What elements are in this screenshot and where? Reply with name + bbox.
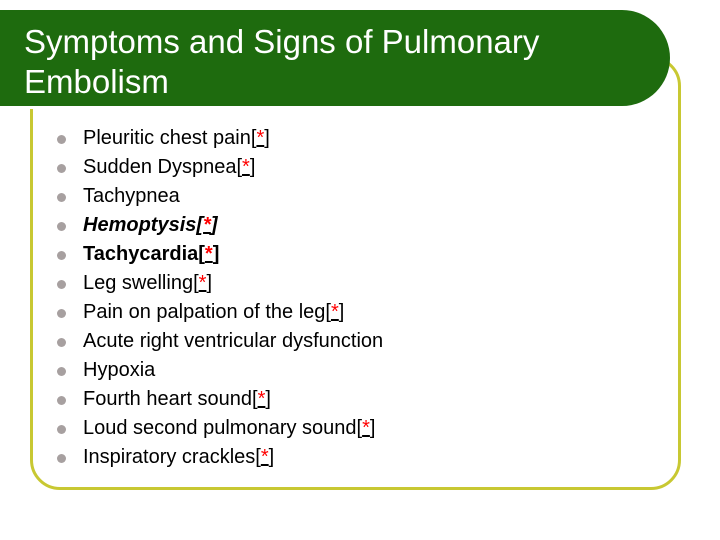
- bullet-item: [55, 443, 383, 472]
- reference-link[interactable]: *: [198, 272, 207, 294]
- reference-link[interactable]: *: [256, 127, 265, 149]
- bullet-text-group: [83, 417, 375, 439]
- bullet-dot-icon: [57, 222, 66, 231]
- bullet-item: [55, 356, 383, 385]
- reference-link[interactable]: *: [260, 446, 269, 468]
- bullet-dot-icon: [57, 396, 66, 405]
- bullet-text-group: [83, 446, 274, 468]
- bullet-text: Loud second pulmonary sound: [83, 417, 357, 439]
- bullet-text-group: [83, 156, 255, 178]
- bullet-dot-icon: [57, 251, 66, 260]
- bullet-item: [55, 153, 383, 182]
- bullet-text: Sudden Dyspnea: [83, 156, 237, 178]
- bullet-text-group: [83, 359, 155, 381]
- reference-link[interactable]: *: [330, 301, 339, 323]
- reference-link[interactable]: *: [203, 214, 211, 236]
- ref-open-bracket: [: [250, 127, 257, 149]
- bullet-text: Tachypnea: [83, 185, 180, 207]
- bullet-text-group: [83, 243, 219, 265]
- bullet-dot-icon: [57, 193, 66, 202]
- bullet-item: [55, 240, 383, 269]
- bullet-dot-icon: [57, 338, 66, 347]
- bullet-dot-icon: [57, 280, 66, 289]
- bullet-item: [55, 327, 383, 356]
- bullet-dot-icon: [57, 135, 66, 144]
- ref-close-bracket: ]: [212, 243, 220, 265]
- ref-close-bracket: ]: [249, 156, 256, 178]
- ref-open-bracket: [: [193, 272, 199, 294]
- bullet-text: Leg swelling: [83, 272, 194, 294]
- bullet-text: Hemoptysis: [83, 214, 197, 236]
- bullet-item: [55, 385, 383, 414]
- bullet-item: [55, 269, 383, 298]
- reference-link[interactable]: *: [362, 417, 370, 439]
- ref-open-bracket: [: [325, 301, 331, 323]
- bullet-text: Pleuritic chest pain: [83, 127, 251, 149]
- bullet-dot-icon: [57, 309, 66, 318]
- bullet-item: [55, 211, 383, 240]
- ref-close-bracket: ]: [268, 446, 275, 468]
- bullet-dot-icon: [57, 425, 66, 434]
- bullet-item: [55, 414, 383, 443]
- bullet-text: Tachycardia: [83, 243, 199, 265]
- ref-close-bracket: ]: [338, 301, 345, 323]
- ref-close-bracket: ]: [210, 214, 218, 236]
- bullet-dot-icon: [57, 454, 66, 463]
- bullet-dot-icon: [57, 367, 66, 376]
- bullet-text: Pain on palpation of the leg: [83, 301, 326, 323]
- ref-open-bracket: [: [198, 243, 205, 265]
- bullet-text-group: [83, 127, 270, 149]
- ref-open-bracket: [: [196, 214, 204, 236]
- bullet-list: [55, 124, 383, 472]
- bullet-text: Inspiratory crackles: [83, 446, 256, 468]
- ref-close-bracket: ]: [264, 127, 270, 149]
- bullet-text-group: [83, 214, 218, 236]
- bullet-text: Hypoxia: [83, 359, 156, 381]
- bullet-text: Fourth heart sound: [83, 388, 252, 410]
- ref-open-bracket: [: [255, 446, 261, 468]
- bullet-text-group: [83, 330, 383, 352]
- bullet-text-group: [83, 301, 344, 323]
- bullet-text-group: [83, 272, 212, 294]
- ref-open-bracket: [: [252, 388, 258, 410]
- reference-link[interactable]: *: [242, 156, 250, 178]
- ref-close-bracket: ]: [265, 388, 271, 410]
- slide-title: Symptoms and Signs of Pulmonary Embolism: [24, 23, 540, 100]
- reference-link[interactable]: *: [257, 388, 266, 410]
- reference-link[interactable]: *: [204, 243, 213, 265]
- bullet-item: [55, 298, 383, 327]
- title-underline: [0, 106, 636, 109]
- bullet-item: [55, 182, 383, 211]
- bullet-dot-icon: [57, 164, 66, 173]
- bullet-text: Acute right ventricular dysfunction: [83, 330, 384, 352]
- bullet-text-group: [83, 185, 180, 207]
- ref-open-bracket: [: [236, 156, 243, 178]
- title-band: [0, 10, 670, 106]
- ref-close-bracket: ]: [206, 272, 212, 294]
- ref-open-bracket: [: [356, 417, 363, 439]
- bullet-item: [55, 124, 383, 153]
- bullet-text-group: [83, 388, 271, 410]
- ref-close-bracket: ]: [369, 417, 376, 439]
